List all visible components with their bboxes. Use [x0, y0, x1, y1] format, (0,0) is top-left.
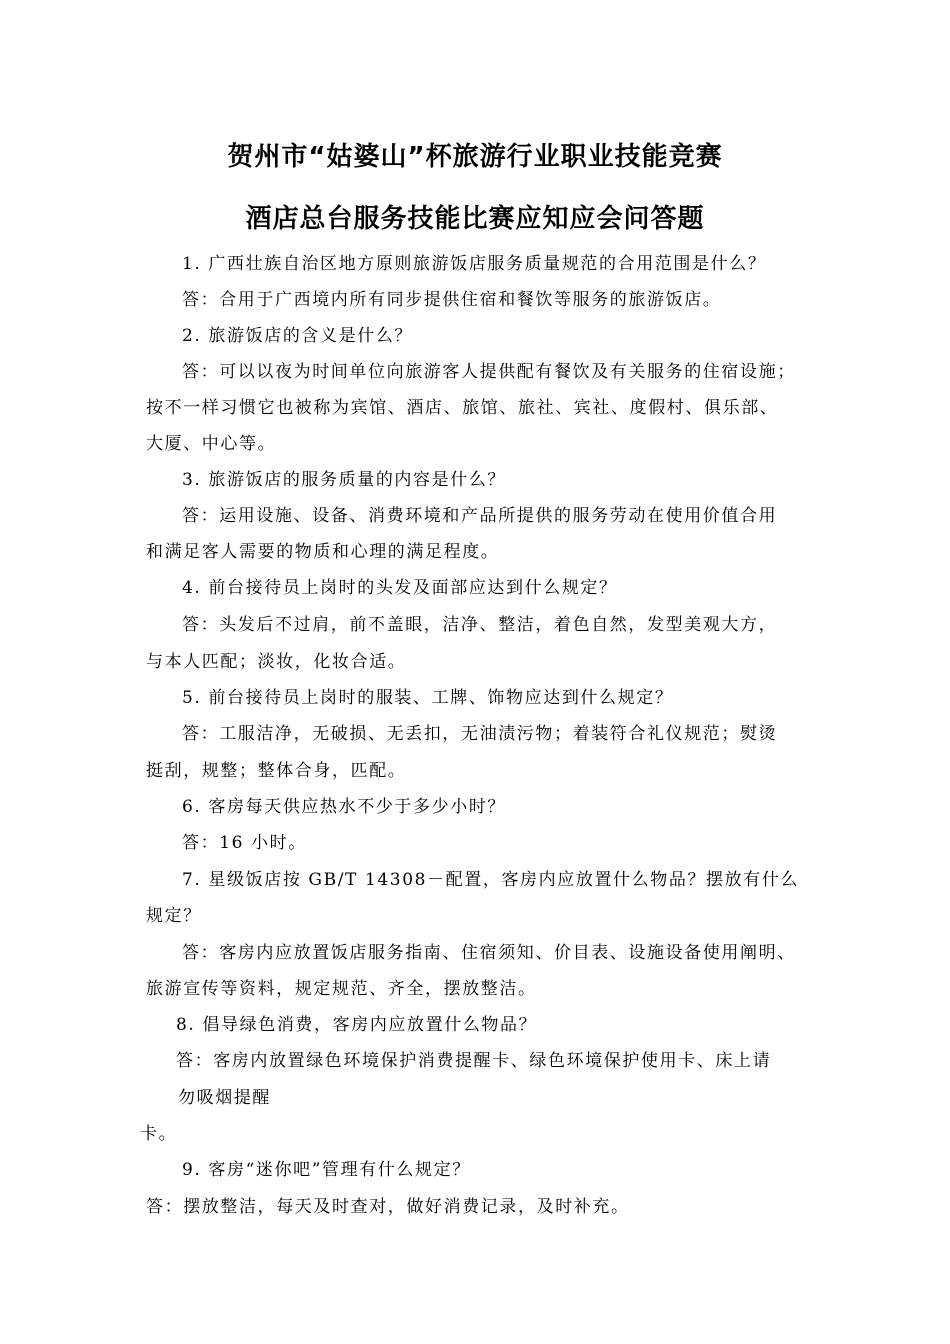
- answer-8-cont: 勿吸烟提醒: [178, 1088, 271, 1108]
- question-7-cont: 规定？: [146, 906, 202, 926]
- question-6: 6. 客房每天供应热水不少于多少小时？: [182, 797, 507, 817]
- answer-4: 答：头发后不过肩，前不盖眼，洁净、整洁，着色自然，发型美观大方，: [182, 615, 778, 635]
- answer-5: 答：工服洁净，无破损、无丢扣，无油渍污物；着装符合礼仪规范；熨烫: [182, 724, 778, 744]
- question-8: 8. 倡导绿色消费，客房内应放置什么物品？: [176, 1015, 538, 1035]
- answer-8: 答：客房内放置绿色环境保护消费提醒卡、绿色环境保护使用卡、床上请: [176, 1051, 772, 1071]
- answer-8-cont: 卡。: [140, 1124, 178, 1144]
- answer-4-cont: 与本人匹配；淡妆，化妆合适。: [146, 652, 407, 672]
- document-subtitle: 酒店总台服务技能比赛应知应会问答题: [245, 204, 705, 234]
- question-5: 5. 前台接待员上岗时的服装、工牌、饰物应达到什么规定？: [182, 688, 674, 708]
- answer-3-cont: 和满足客人需要的物质和心理的满足程度。: [146, 542, 500, 562]
- question-1: 1. 广西壮族自治区地方原则旅游饭店服务质量规范的合用范围是什么？: [182, 254, 767, 274]
- answer-2-cont: 按不一样习惯它也被称为宾馆、酒店、旅馆、旅社、宾社、度假村、俱乐部、: [146, 398, 779, 418]
- answer-9: 答：摆放整洁，每天及时查对，做好消费记录，及时补充。: [146, 1197, 630, 1217]
- answer-5-cont: 挺刮，规整；整体合身，匹配。: [146, 761, 407, 781]
- answer-7-cont: 旅游宣传等资料，规定规范、齐全，摆放整洁。: [146, 979, 537, 999]
- question-2: 2. 旅游饭店的含义是什么？: [182, 326, 414, 346]
- question-3: 3. 旅游饭店的服务质量的内容是什么？: [182, 470, 507, 490]
- answer-1: 答：合用于广西境内所有同步提供住宿和餐饮等服务的旅游饭店。: [182, 290, 722, 310]
- question-7: 7. 星级饭店按 GB/T 14308－配置，客房内应放置什么物品？摆放有什么: [182, 870, 800, 890]
- answer-2-cont: 大厦、中心等。: [146, 434, 277, 454]
- question-4: 4. 前台接待员上岗时的头发及面部应达到什么规定？: [182, 578, 618, 598]
- answer-7: 答：客房内应放置饭店服务指南、住宿须知、价目表、设施设备使用阐明、: [182, 943, 796, 963]
- document-title: 贺州市“姑婆山”杯旅游行业职业技能竞赛: [227, 142, 723, 172]
- question-9: 9. 客房“迷你吧”管理有什么规定？: [182, 1160, 471, 1180]
- answer-2: 答：可以以夜为时间单位向旅游客人提供配有餐饮及有关服务的住宿设施；: [182, 362, 796, 382]
- answer-3: 答：运用设施、设备、消费环境和产品所提供的服务劳动在使用价值合用: [182, 506, 778, 526]
- answer-6: 答：16 小时。: [182, 833, 307, 853]
